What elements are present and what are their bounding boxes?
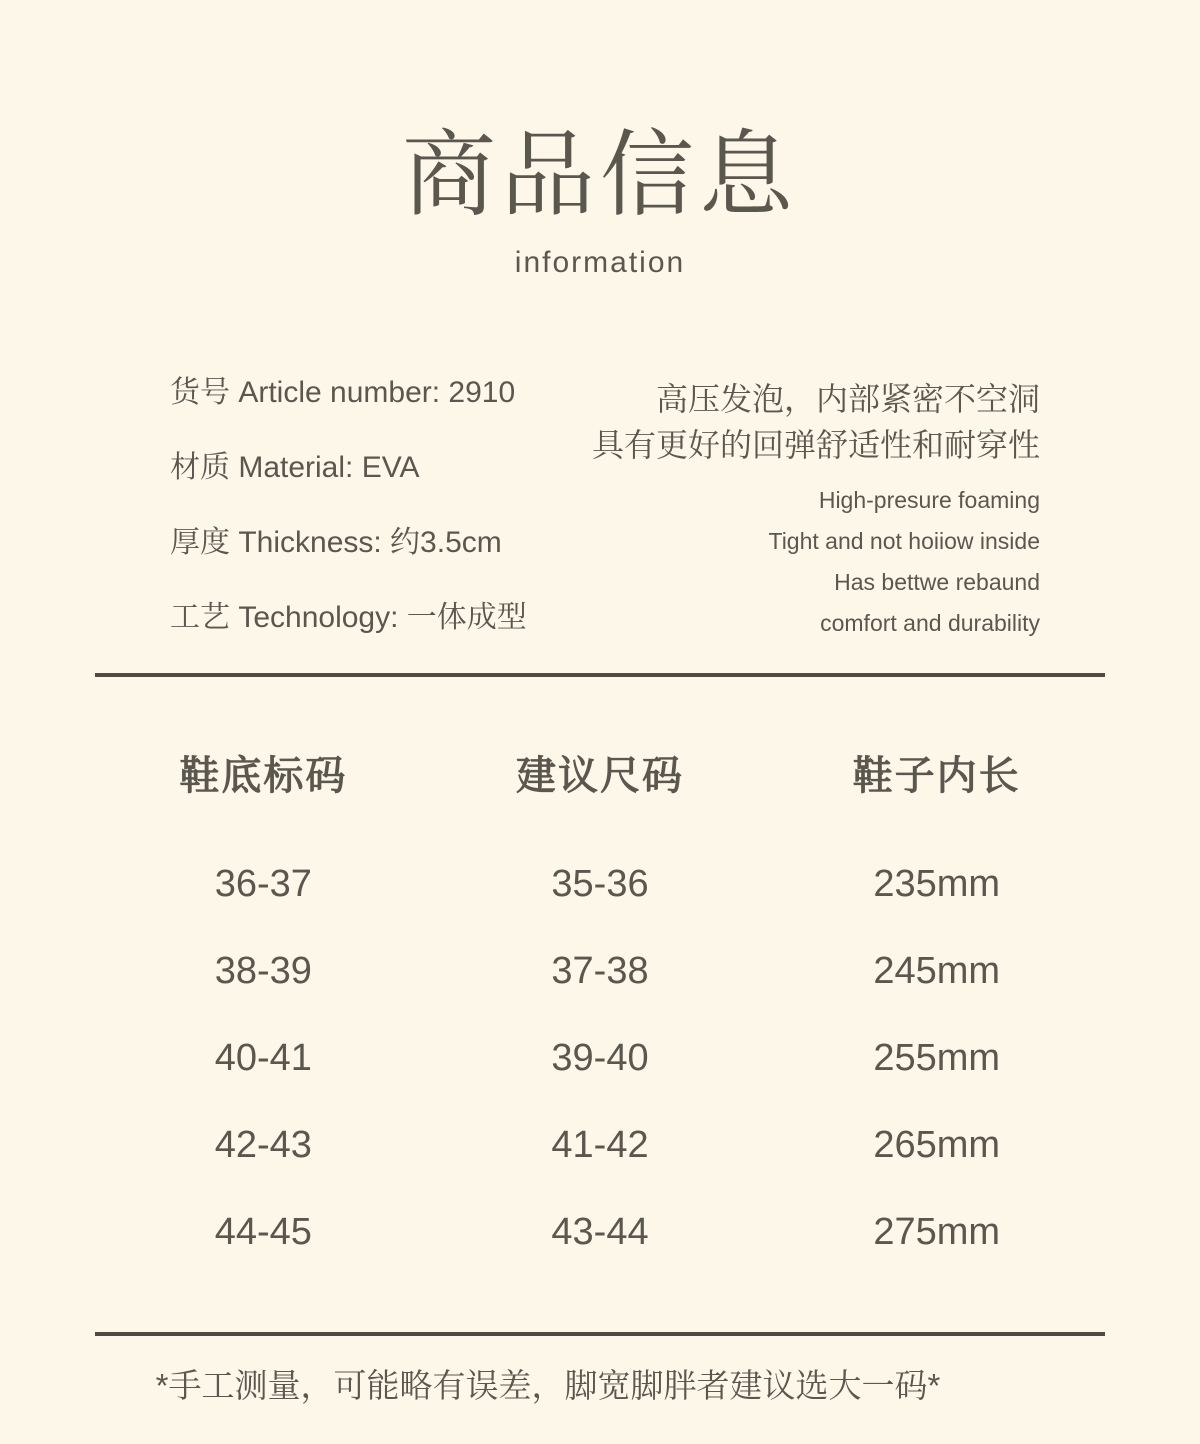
table-row <box>95 1034 1105 1082</box>
feature-en-line-1: High-presure foaming <box>818 487 1040 513</box>
spec-article-number: 货号 Article number: 2910 <box>170 376 516 409</box>
table-row <box>95 1121 1105 1169</box>
divider-top <box>95 673 1105 677</box>
sole-size-value: 44-45 <box>214 1211 312 1253</box>
table-row <box>95 860 1105 908</box>
sole-size-value: 36-37 <box>214 863 312 905</box>
feature-en-line-2: Tight and not hoiiow inside <box>768 528 1040 554</box>
sole-size-value: 38-39 <box>214 950 312 992</box>
suggested-size-value: 41-42 <box>551 1124 649 1166</box>
feature-en-line-3: Has bettwe rebaund <box>834 569 1040 595</box>
feature-list <box>592 376 1040 644</box>
suggested-size-value: 43-44 <box>551 1211 649 1253</box>
sole-size-value: 42-43 <box>214 1124 312 1166</box>
spec-technology: 工艺 Technology: 一体成型 <box>170 601 527 634</box>
table-row <box>95 947 1105 995</box>
column-header-inner-length: 鞋子内长 <box>852 754 1021 798</box>
suggested-size-value: 37-38 <box>551 950 649 992</box>
page-title: 商品信息 <box>401 122 798 227</box>
inner-length-value: 275mm <box>873 1211 1001 1253</box>
column-header-sole-size: 鞋底标码 <box>179 754 348 798</box>
footnote: *手工测量，可能略有误差，脚宽脚胖者建议选大一码* <box>155 1367 941 1404</box>
suggested-size-value: 35-36 <box>551 863 649 905</box>
specs-section <box>0 376 1200 644</box>
feature-cn-line-1: 高压发泡，内部紧密不空洞 <box>655 381 1040 417</box>
page-footer <box>0 1366 1200 1406</box>
inner-length-value: 265mm <box>873 1124 1001 1166</box>
inner-length-value: 245mm <box>873 950 1001 992</box>
feature-en-line-4: comfort and durability <box>820 610 1040 636</box>
column-header-suggested-size: 建议尺码 <box>516 754 684 798</box>
feature-en-group <box>592 480 1040 644</box>
table-row <box>95 1208 1105 1256</box>
suggested-size-value: 39-40 <box>551 1037 649 1079</box>
page-subtitle: information <box>514 246 686 279</box>
divider-bottom <box>95 1332 1105 1336</box>
inner-length-value: 235mm <box>873 863 1001 905</box>
spec-thickness: 厚度 Thickness: 约3.5cm <box>170 526 502 559</box>
size-table <box>95 752 1105 1256</box>
sole-size-value: 40-41 <box>214 1037 312 1079</box>
feature-cn-line-2: 具有更好的回弹舒适性和耐穿性 <box>591 427 1040 463</box>
spec-material: 材质 Material: EVA <box>170 451 420 484</box>
spec-list <box>170 376 527 635</box>
page-header <box>0 0 1200 281</box>
size-table-header-row <box>95 752 1105 800</box>
inner-length-value: 255mm <box>873 1037 1001 1079</box>
